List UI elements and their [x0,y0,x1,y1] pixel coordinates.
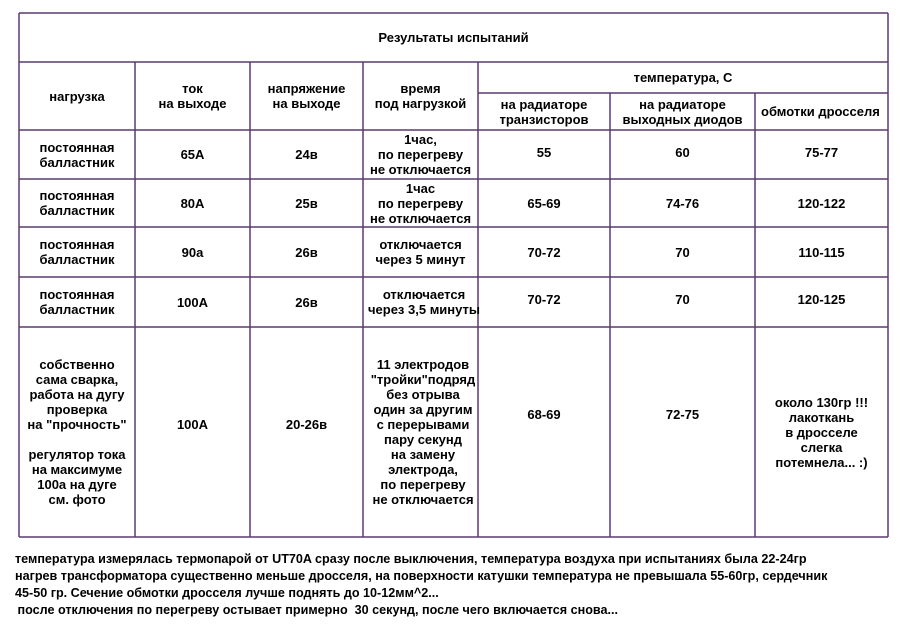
header-voltage: напряжение на выходе [267,81,346,111]
row2-temp-choke: 120-122 [797,195,846,211]
row1-voltage: 24в [295,147,318,162]
row3-load: постоянная балластник [39,237,115,267]
row5-time: 11 электродов "тройки"подряд без отрыва один за другим с перерывами пару секунд на замену электрода, по перегреву не отключается [370,357,476,507]
row4-load: постоянная балластник [39,287,115,317]
header-radiator-diodes: на радиаторе выходных диодов [622,96,743,127]
row2-current: 80А [180,195,205,211]
row1-temp-transistors: 55 [536,145,552,160]
row1-temp-diodes: 60 [675,145,690,160]
row4-temp-transistors: 70-72 [527,292,561,307]
header-radiator-transistors: на радиаторе транзисторов [499,96,589,127]
note-line-2: нагрев трансформатора существенно меньше дросселя, на поверхности катушки температура не превышала 55-60гр, сердечник [15,569,828,583]
row2-time: 1час по перегреву не отключается [369,180,472,226]
row1-time: 1час, по перегреву не отключается [369,132,472,177]
row2-voltage: 25в [295,195,318,211]
row3-time: отключается через 5 минут [375,237,466,267]
row4-time: отключается через 3,5 минуты [367,287,481,317]
row5-current: 100А [176,417,209,432]
row3-temp-diodes: 70 [675,244,690,260]
note-line-3: 45-50 гр. Сечение обмотки дросселя лучше поднять до 10-12мм^2... [15,586,439,600]
row1-load: постоянная балластник [39,139,115,170]
row5-voltage: 20-26в [285,417,328,432]
row2-load: постоянная балластник [39,188,115,218]
header-time: время под нагрузкой [374,81,467,111]
row3-voltage: 26в [295,244,318,260]
row4-temp-diodes: 70 [675,292,690,307]
header-choke-winding: обмотки дросселя [761,104,880,119]
row4-temp-choke: 120-125 [797,292,846,307]
row1-temp-choke: 75-77 [804,145,839,160]
header-load: нагрузка [49,88,105,104]
row5-load: собственно сама сварка, работа на дугу проверка на "прочность" регулятор тока на максимуме 100а на дуге см. фото [27,357,127,507]
row4-current: 100А [176,294,209,310]
header-temperature: температура, С [633,70,733,85]
note-line-4: после отключения по перегреву остывает примерно 30 секунд, после чего включается снова... [14,603,618,617]
table-title: Результаты испытаний [378,30,529,45]
row2-temp-transistors: 65-69 [527,195,561,211]
row5-temp-diodes: 72-75 [665,407,700,422]
row1-current: 65А [180,147,205,162]
header-current: ток на выходе [158,81,227,111]
row4-voltage: 26в [295,294,318,310]
note-line-1: температура измерялась термопарой от UT70A сразу после выключения, температура воздуха при испытаниях была 22-24гр [15,552,807,566]
row5-temp-transistors: 68-69 [527,407,561,422]
row3-temp-choke: 110-115 [798,244,845,260]
row2-temp-diodes: 74-76 [665,195,700,211]
row5-temp-choke: около 130гр !!! лакоткань в дросселе слегка потемнела... :) [774,394,869,470]
row3-temp-transistors: 70-72 [527,244,561,260]
row3-current: 90а [181,244,204,260]
